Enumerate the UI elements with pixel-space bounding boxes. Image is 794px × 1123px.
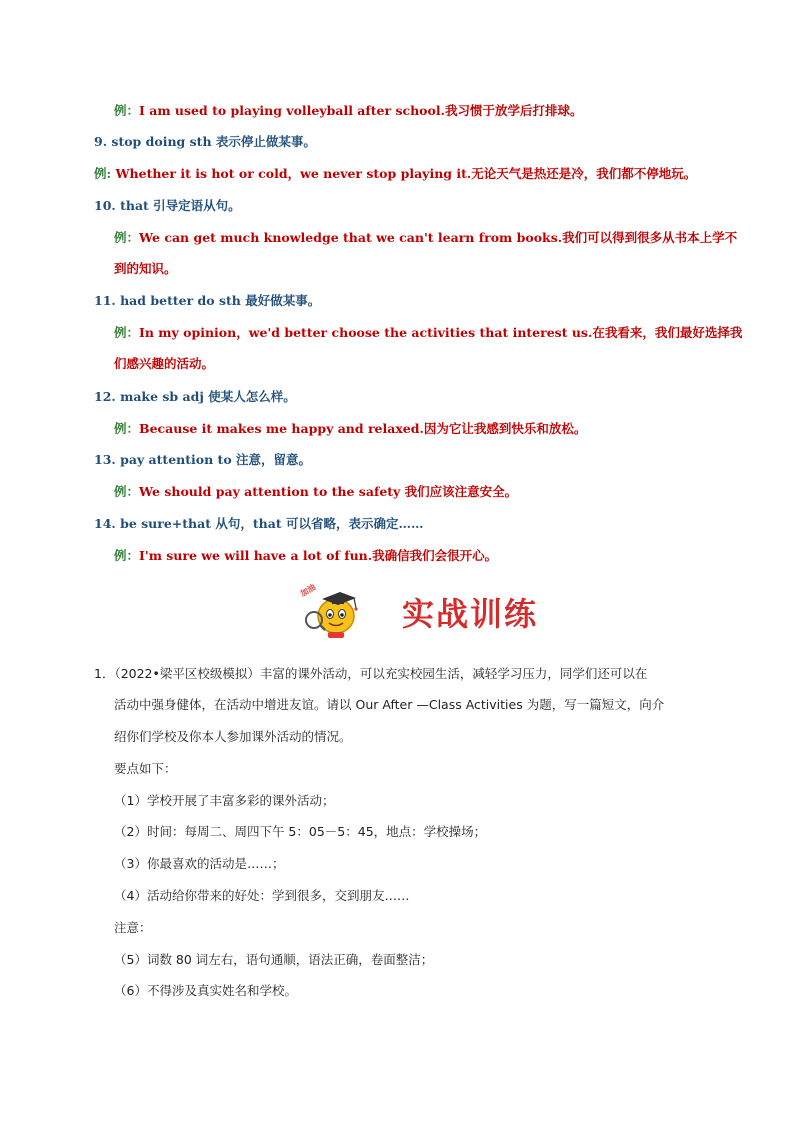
- example-label: 例：: [114, 484, 140, 499]
- question-text: 绍你们学校及你本人参加课外活动的情况。: [114, 729, 352, 744]
- example-text: I'm sure we will have a lot of fun.我确信我们会很开心。: [139, 548, 498, 563]
- point-item: （1）学校开展了丰富多彩的课外活动；: [114, 793, 335, 808]
- example-line: [94, 164, 696, 184]
- grammar-item-10: 10. that 引导定语从句。: [94, 198, 241, 213]
- example-label: 例：: [114, 103, 140, 118]
- mascot-caption: 加油: [298, 582, 318, 599]
- grammar-item-12: 12. make sb adj 使某人怎么样。: [94, 389, 296, 404]
- example-line: [114, 546, 497, 566]
- example-label: 例：: [114, 325, 140, 340]
- example-text: Because it makes me happy and relaxed.因为它让我感到快乐和放松。: [139, 421, 587, 436]
- example-text: I am used to playing volleyball after school.我习惯于放学后打排球。: [139, 103, 583, 118]
- example-line: [114, 228, 737, 248]
- grammar-item-13: 13. pay attention to 注意，留意。: [94, 452, 312, 467]
- example-text: Whether it is hot or cold，we never stop playing it.无论天气是热还是冷，我们都不停地玩。: [115, 166, 697, 181]
- example-label: 例:: [94, 166, 112, 181]
- example-label: 例：: [114, 230, 140, 245]
- grammar-item-9: 9. stop doing sth 表示停止做某事。: [94, 134, 316, 149]
- point-item: （4）活动给你带来的好处：学到很多，交到朋友……: [114, 888, 410, 903]
- note-label: 注意：: [114, 920, 152, 935]
- question-text: 活动中强身健体，在活动中增进友谊。请以 Our After —Class Activities 为题，写一篇短文，向介: [114, 697, 665, 712]
- example-continuation: 到的知识。: [114, 261, 177, 276]
- example-line: [114, 419, 586, 439]
- point-item: （3）你最喜欢的活动是……；: [114, 856, 285, 871]
- example-label: 例：: [114, 548, 140, 563]
- grammar-item-11: 11. had better do sth 最好做某事。: [94, 293, 321, 308]
- points-label: 要点如下：: [114, 761, 177, 776]
- example-label: 例：: [114, 421, 140, 436]
- grammar-item-14: 14. be sure+that 从句，that 可以省略，表示确定……: [94, 516, 424, 531]
- example-line: [114, 323, 742, 343]
- example-line: [114, 101, 582, 121]
- point-item: （6）不得涉及真实姓名和学校。: [114, 983, 297, 998]
- point-item: （5）词数 80 词左右，语句通顺，语法正确，卷面整洁；: [114, 952, 434, 967]
- section-title: 实战训练: [402, 595, 539, 633]
- mascot-icon: [298, 584, 370, 640]
- question-text: 1．（2022•梁平区校级模拟）丰富的课外活动，可以充实校园生活，减轻学习压力，同学们还可以在: [94, 666, 648, 681]
- example-line: [114, 482, 517, 502]
- point-item: （2）时间：每周二、周四下午 5：05－5：45，地点：学校操场；: [114, 824, 487, 839]
- example-text: In my opinion，we'd better choose the activities that interest us.在我看来，我们最好选择我: [139, 325, 743, 340]
- example-text: We can get much knowledge that we can't learn from books.我们可以得到很多从书本上学不: [139, 230, 738, 245]
- example-continuation: 们感兴趣的活动。: [114, 356, 215, 371]
- example-text: We should pay attention to the safety 我们应该注意安全。: [139, 484, 518, 499]
